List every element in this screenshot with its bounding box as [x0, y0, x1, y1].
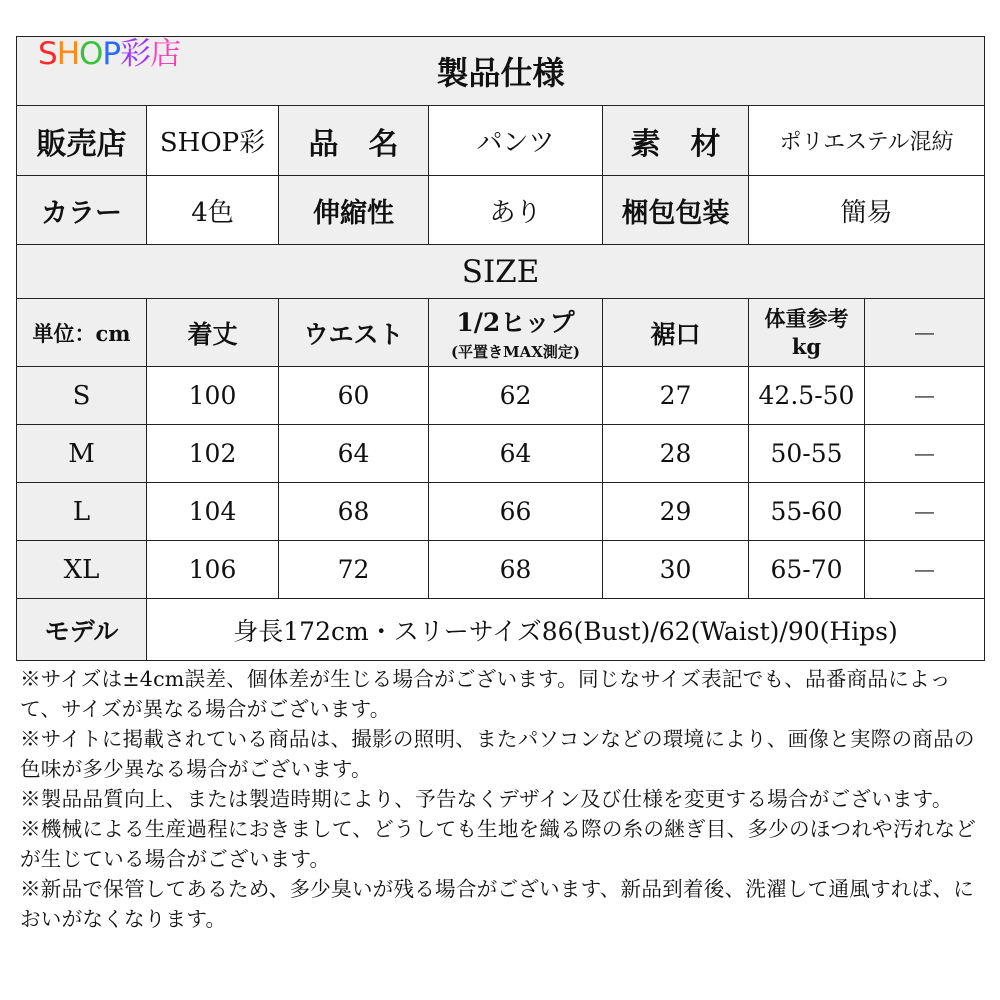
packing-label: 梱包包装 — [603, 176, 749, 245]
weight-header-line1: 体重参考 — [764, 305, 849, 331]
length-value: 100 — [147, 367, 279, 425]
note: ※機械による生産過程におきまして、どうしても生地を織る際の糸の継ぎ目、多少のほつれや汚れなどが生じている場合がございます。 — [20, 817, 977, 871]
hem-value: 30 — [603, 541, 749, 599]
extra-value: － — [865, 367, 985, 425]
note: ※サイズは±4cm誤差、個体差が生じる場合がございます。同じなサイズ表記でも、品番商品によって、サイズが異なる場合がございます。 — [20, 667, 951, 721]
model-value: 身長172cm・スリーサイズ86(Bust)/62(Waist)/90(Hips) — [147, 599, 985, 661]
waist-header: ウエスト — [279, 299, 429, 367]
extra-value: － — [865, 425, 985, 483]
hip-value: 62 — [429, 367, 603, 425]
weight-value: 42.5-50 — [749, 367, 865, 425]
hip-value: 68 — [429, 541, 603, 599]
hip-header — [429, 299, 603, 367]
spec-table — [16, 36, 985, 661]
material-value: ポリエステル混紡 — [749, 106, 985, 176]
color-value: 4色 — [147, 176, 279, 245]
hip-header-sub: (平置きMAX測定) — [450, 343, 581, 361]
extra-value: － — [865, 483, 985, 541]
packing-value: 簡易 — [749, 176, 985, 245]
note: ※新品で保管してあるため、多少臭いが残る場合がございます、新品到着後、洗濯して通風すれば、においがなくなります。 — [20, 877, 975, 931]
size-row-s — [17, 367, 985, 425]
unit-header: 単位：cm — [17, 299, 147, 367]
size-label: M — [17, 425, 147, 483]
weight-value: 50-55 — [749, 425, 865, 483]
size-label: S — [17, 367, 147, 425]
size-row-m — [17, 425, 985, 483]
hem-value: 29 — [603, 483, 749, 541]
size-label: XL — [17, 541, 147, 599]
size-label: L — [17, 483, 147, 541]
shop-value: SHOP彩 — [147, 106, 279, 176]
hem-header: 裾口 — [603, 299, 749, 367]
waist-value: 68 — [279, 483, 429, 541]
length-header: 着丈 — [147, 299, 279, 367]
hem-value: 27 — [603, 367, 749, 425]
extra-header: － — [865, 299, 985, 367]
logo-letter: H — [56, 36, 79, 72]
size-row-l — [17, 483, 985, 541]
hem-value: 28 — [603, 425, 749, 483]
notes — [20, 664, 985, 934]
logo-letter: 店 — [150, 36, 181, 72]
note: ※サイトに掲載されている商品は、撮影の照明、またパソコンなどの環境により、画像と実際の商品の色味が多少異なる場合がございます。 — [20, 727, 975, 781]
waist-value: 72 — [279, 541, 429, 599]
size-title: SIZE — [461, 253, 540, 290]
hip-value: 66 — [429, 483, 603, 541]
hip-value: 64 — [429, 425, 603, 483]
weight-value: 55-60 — [749, 483, 865, 541]
hip-header-label: 1/2ヒップ — [456, 308, 575, 337]
logo-letter: S — [38, 36, 57, 72]
length-value: 102 — [147, 425, 279, 483]
note: ※製品品質向上、または製造時期により、予告なくデザイン及び仕様を変更する場合がございます。 — [20, 787, 953, 811]
logo-letter: P — [102, 36, 121, 72]
name-label: 品 名 — [279, 106, 429, 176]
length-value: 104 — [147, 483, 279, 541]
stretch-label: 伸縮性 — [279, 176, 429, 245]
shop-logo — [38, 34, 180, 74]
weight-header-line2: kg — [791, 333, 822, 359]
material-label: 素 材 — [603, 106, 749, 176]
logo-letter: 彩 — [120, 36, 151, 72]
length-value: 106 — [147, 541, 279, 599]
weight-header — [749, 299, 865, 367]
weight-value: 65-70 — [749, 541, 865, 599]
waist-value: 64 — [279, 425, 429, 483]
stretch-value: あり — [429, 176, 603, 245]
logo-letter: O — [79, 36, 103, 72]
color-label: カラー — [17, 176, 147, 245]
spec-title: 製品仕様 — [436, 54, 565, 92]
name-value: パンツ — [429, 106, 603, 176]
shop-label: 販売店 — [17, 106, 147, 176]
extra-value: － — [865, 541, 985, 599]
size-row-xl — [17, 541, 985, 599]
model-label: モデル — [17, 599, 147, 661]
size-title-cell — [17, 245, 985, 299]
waist-value: 60 — [279, 367, 429, 425]
